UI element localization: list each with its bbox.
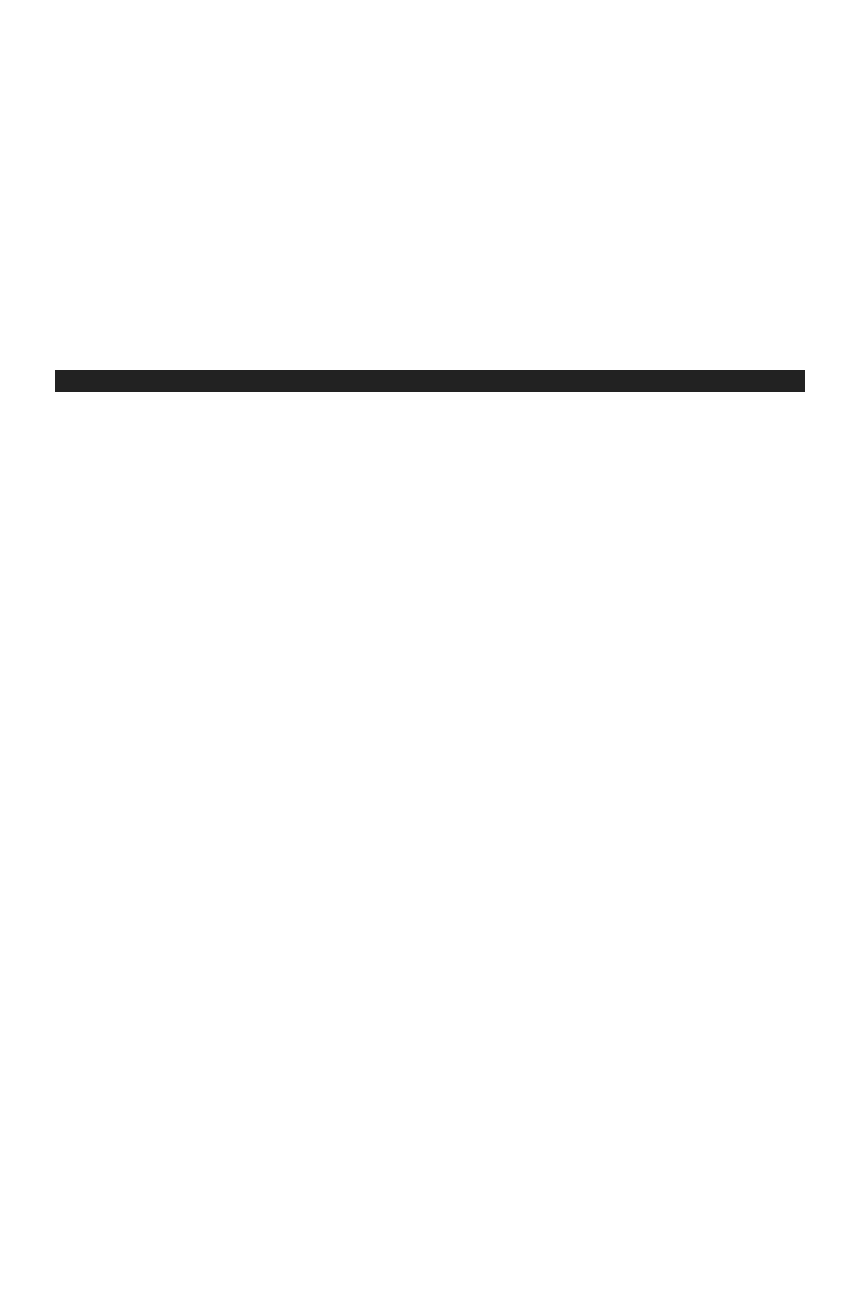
column-4 <box>629 400 805 1285</box>
masthead <box>0 0 848 92</box>
main-story-body <box>60 122 805 362</box>
column-1 <box>60 400 236 1285</box>
column-3 <box>440 400 616 1285</box>
column-2 <box>250 400 426 1285</box>
front-page-continuations <box>60 400 805 1285</box>
section-banner <box>55 370 805 392</box>
